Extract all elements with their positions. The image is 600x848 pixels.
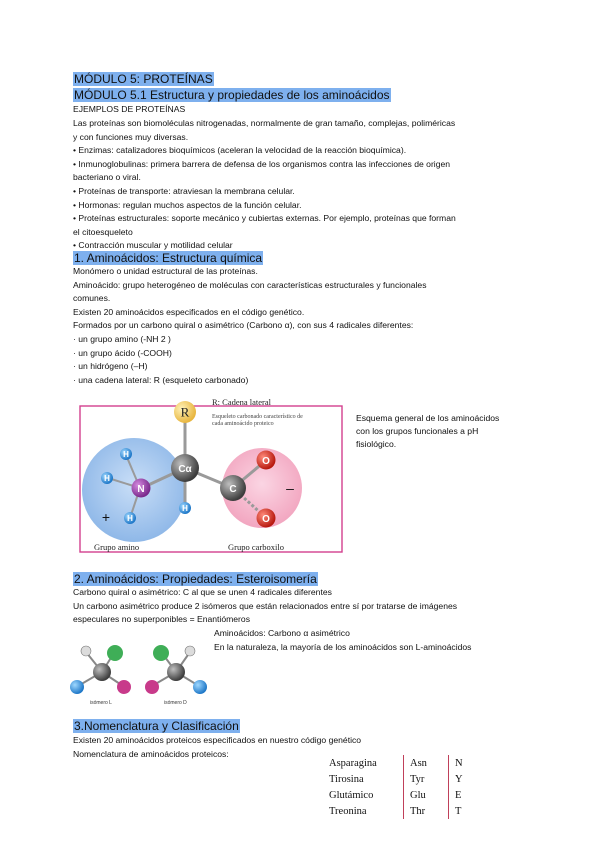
aa-name-cell: Asparagina <box>329 757 377 769</box>
amino-acid-nomenclature-table <box>325 755 481 819</box>
structure-line: Existen 20 aminoácidos especificados en el código genético. <box>73 306 305 317</box>
side-chain-desc-2: cada aminoácido proteico <box>212 421 274 427</box>
structure-line: · un grupo amino (-NH 2 ) <box>73 333 171 344</box>
carboxyl-group-label: Grupo carboxilo <box>228 542 284 552</box>
examples-heading: EJEMPLOS DE PROTEÍNAS <box>73 104 186 114</box>
side-chain-desc-1: Esqueleto carbonado característico de <box>212 414 303 420</box>
intro-line: • Inmunoglobulinas: primera barrera de defensa de los organismos contra las infecciones de origen <box>73 158 451 169</box>
side-chain-title: R: Cadena lateral <box>212 397 272 407</box>
hydrogen-label: H <box>127 514 133 523</box>
section-1-heading: 1. Aminoácidos: Estructura química <box>74 251 263 265</box>
nitrogen-label: N <box>137 484 145 495</box>
table-row <box>325 755 481 771</box>
structure-line: · un hidrógeno (–H) <box>73 361 148 372</box>
aa-three-letter-cell: Asn <box>404 755 449 771</box>
stereo-line: Carbono quiral o asimétrico: C al que se unen 4 radicales diferentes <box>73 587 332 597</box>
carboxyl-atom <box>117 680 131 694</box>
alpha-carbon-atom <box>167 663 185 681</box>
intro-line: Las proteínas son biomoléculas nitrogenadas, normalmente de gran tamaño, complejas, poliméricas <box>73 118 456 128</box>
l-isomer-molecule <box>70 645 131 706</box>
d-isomer-molecule <box>145 645 207 706</box>
intro-line: • Proteínas de transporte: atraviesan la membrana celular. <box>73 185 295 196</box>
intro-paragraph <box>73 117 528 253</box>
intro-line: • Enzimas: catalizadores bioquímicos (aceleran la velocidad de la reacción bioquímica). <box>73 145 407 156</box>
section-3-heading: 3.Nomenclatura y Clasificación <box>74 719 239 733</box>
aa-name-cell: Treonina <box>329 805 367 817</box>
enantiomers-figure <box>66 640 212 708</box>
r-group-atom <box>153 645 169 661</box>
stereo-line: especulares no superponibles = Enantiómeros <box>73 614 250 625</box>
stereo-caption <box>214 626 471 654</box>
table-row <box>325 787 481 803</box>
table-row <box>325 771 481 787</box>
alpha-carbon-label: Cα <box>178 464 192 475</box>
caption-line: En la naturaleza, la mayoría de los aminoácidos son L-aminoácidos <box>214 642 472 652</box>
positive-charge-symbol: + <box>101 509 111 525</box>
oxygen-label-1: O <box>262 456 270 467</box>
alpha-carbon-atom <box>93 663 111 681</box>
aa-one-letter-cell: T <box>455 805 462 817</box>
hydrogen-label: H <box>104 474 110 483</box>
structure-line: Monómero o unidad estructural de las proteínas. <box>73 266 258 276</box>
table-row <box>325 803 481 819</box>
structure-line: · un grupo ácido (-COOH) <box>73 347 172 358</box>
structure-line: Formados por un carbono quiral o asimétrico (Carbono α), con sus 4 radicales diferentes: <box>73 320 414 331</box>
aa-three-letter-cell: Glu <box>404 787 449 803</box>
nomenclature-line: Nomenclatura de aminoácidos proteicos: <box>73 748 229 759</box>
section-5-1-heading: MÓDULO 5.1 Estructura y propiedades de los aminoácidos <box>74 88 390 102</box>
intro-line: • Contracción muscular y motilidad celular <box>73 240 233 251</box>
structure-line: comunes. <box>73 293 111 304</box>
structure-line: · una cadena lateral: R (esqueleto carbonado) <box>73 374 249 385</box>
caption-line: Aminoácidos: Carbono α asimétrico <box>214 628 350 638</box>
nomenclature-line: Existen 20 aminoácidos proteicos especificados en nuestro código genético <box>73 735 362 745</box>
amino-atom <box>70 680 84 694</box>
aa-three-letter-cell: Tyr <box>404 771 449 787</box>
hydrogen-atom <box>81 646 91 656</box>
stereo-paragraph <box>73 586 528 627</box>
hydrogen-label: H <box>182 504 188 513</box>
figure1-caption <box>356 412 499 451</box>
d-isomer-label: isómero D <box>164 700 187 706</box>
stereo-line: Un carbono asimétrico produce 2 isómeros que están relacionados entre sí por tratarse de imágenes <box>73 600 458 611</box>
aa-name-cell: Glutámico <box>329 789 374 801</box>
aa-one-letter-cell: E <box>455 789 462 801</box>
amino-group-label: Grupo amino <box>94 542 140 552</box>
amino-atom <box>193 680 207 694</box>
amino-acid-structure-figure <box>78 392 348 554</box>
structure-line: Aminoácido: grupo heterogéneo de moléculas con características estructurales y funcionales <box>73 279 427 290</box>
caption-line: con los grupos funcionales a pH <box>356 426 479 436</box>
intro-line: bacteriano o viral. <box>73 172 141 183</box>
intro-line: • Hormonas: regulan muchos aspectos de la función celular. <box>73 199 302 210</box>
r-group-atom <box>107 645 123 661</box>
module-title: MÓDULO 5: PROTEÍNAS <box>74 72 213 86</box>
intro-line: • Proteínas estructurales: soporte mecánico y cubiertas externas. Por ejemplo, proteínas que forman <box>73 213 456 224</box>
carboxyl-atom <box>145 680 159 694</box>
caption-line: Esquema general de los aminoácidos <box>356 413 500 423</box>
aa-three-letter-cell: Thr <box>404 803 449 819</box>
carboxyl-carbon-label: C <box>229 484 237 495</box>
negative-charge-symbol: – <box>286 480 294 496</box>
l-isomer-label: isómero L <box>90 700 112 706</box>
intro-line: el citoesqueleto <box>73 226 133 237</box>
aa-name-cell: Tirosina <box>329 773 364 785</box>
r-atom-label: R <box>180 404 190 420</box>
intro-line: y con funciones muy diversas. <box>73 131 189 142</box>
structure-paragraph <box>73 265 528 387</box>
oxygen-label-2: O <box>262 514 270 525</box>
aa-one-letter-cell: N <box>455 757 463 769</box>
hydrogen-label: H <box>123 450 129 459</box>
hydrogen-atom <box>185 646 195 656</box>
aa-one-letter-cell: Y <box>455 773 463 785</box>
section-2-heading: 2. Aminoácidos: Propiedades: Esteroisomería <box>74 572 317 586</box>
caption-line: fisiológico. <box>356 439 397 449</box>
